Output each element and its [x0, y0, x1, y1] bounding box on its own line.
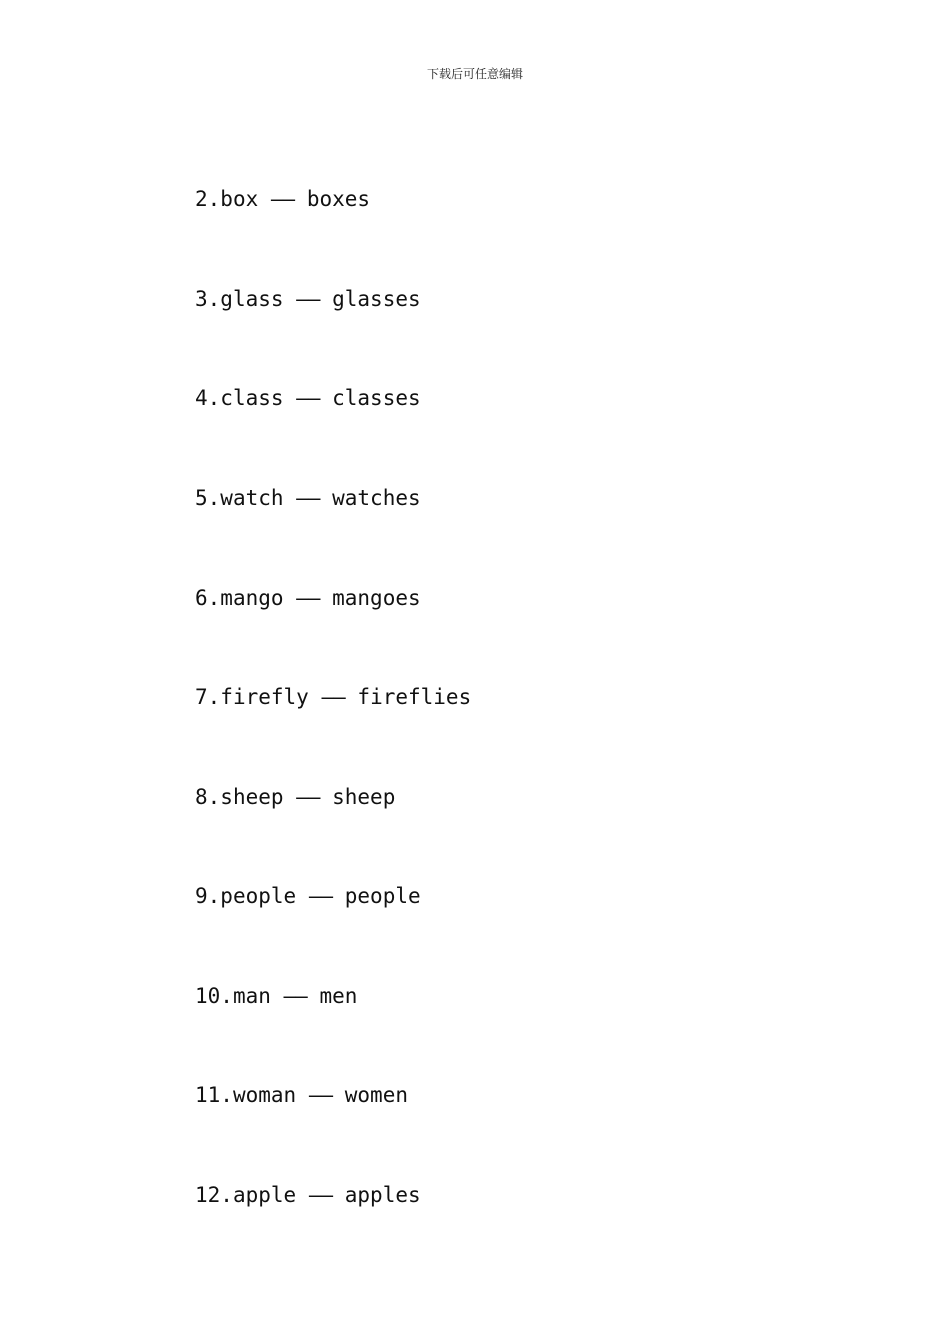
dash-separator: —— [296, 586, 320, 610]
list-item [195, 1082, 408, 1108]
item-number: 6. [195, 586, 221, 610]
plural-word: men [319, 984, 358, 1008]
singular-word: glass [220, 287, 284, 311]
singular-word: people [220, 884, 297, 908]
item-number: 7. [195, 685, 221, 709]
singular-word: class [220, 386, 284, 410]
item-number: 10. [195, 984, 233, 1008]
item-number: 12. [195, 1183, 233, 1207]
dash-separator: —— [296, 287, 320, 311]
item-number: 5. [195, 486, 221, 510]
dash-separator: —— [296, 785, 320, 809]
singular-word: box [220, 187, 259, 211]
dash-separator: —— [308, 884, 333, 908]
plural-word: fireflies [357, 685, 472, 709]
plural-word: boxes [306, 187, 371, 211]
list-item [195, 684, 471, 710]
singular-word: sheep [220, 785, 284, 809]
item-number: 3. [195, 287, 221, 311]
plural-word: watches [332, 486, 421, 510]
item-number: 2. [195, 187, 221, 211]
dash-separator: —— [321, 685, 345, 709]
singular-word: apple [232, 1183, 297, 1207]
plural-word: people [344, 884, 421, 908]
singular-word: firefly [220, 685, 309, 709]
item-number: 4. [195, 386, 221, 410]
list-item [195, 784, 395, 810]
page-header: 下载后可任意编辑 [426, 67, 523, 81]
list-item [195, 585, 421, 611]
list-item [195, 883, 421, 909]
singular-word: woman [232, 1083, 297, 1107]
item-number: 9. [195, 884, 221, 908]
plural-word: women [344, 1083, 408, 1107]
item-number: 11. [195, 1083, 233, 1107]
list-item [195, 983, 357, 1009]
item-number: 8. [195, 785, 221, 809]
list-item [195, 186, 370, 212]
list-item [195, 1182, 421, 1208]
plural-word: apples [344, 1183, 421, 1207]
singular-word: watch [220, 486, 284, 510]
dash-separator: —— [308, 1083, 333, 1107]
list-item [195, 385, 421, 411]
dash-separator: —— [308, 1183, 333, 1207]
dash-separator: —— [283, 984, 307, 1008]
plural-word: sheep [332, 785, 396, 809]
dash-separator: —— [270, 187, 295, 211]
plural-word: glasses [332, 287, 421, 311]
list-item [195, 485, 421, 511]
dash-separator: —— [296, 486, 320, 510]
singular-word: mango [220, 586, 284, 610]
plural-word: mangoes [332, 586, 421, 610]
dash-separator: —— [296, 386, 320, 410]
list-item [195, 286, 421, 312]
singular-word: man [232, 984, 271, 1008]
plural-word: classes [332, 386, 421, 410]
